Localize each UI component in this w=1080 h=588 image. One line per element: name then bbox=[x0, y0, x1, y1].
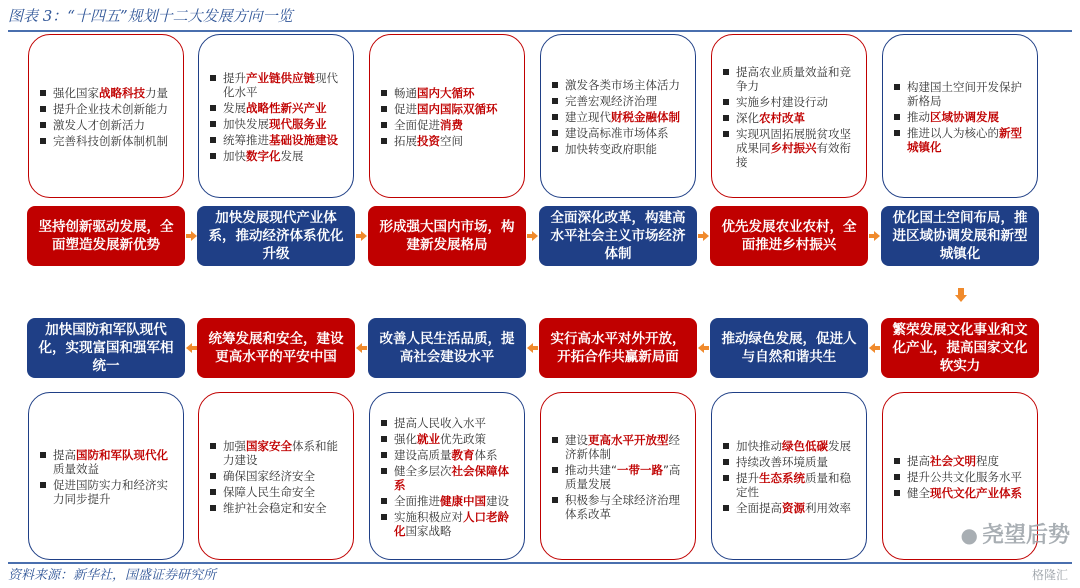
watermark-text: 尧望后势 bbox=[981, 523, 1070, 548]
bullet-item bbox=[394, 118, 498, 132]
bullet-text: 空间 bbox=[440, 134, 463, 148]
bullet-item bbox=[907, 126, 1029, 154]
bullet-text: 有效衔接 bbox=[736, 141, 851, 169]
bullet-text: 质量效益 bbox=[53, 462, 99, 476]
highlight-text: 战略性新兴产业 bbox=[246, 101, 327, 115]
highlight-text: 生态系统 bbox=[759, 471, 805, 485]
bullet-text: 促进国防实力和经济实力同步提升 bbox=[53, 478, 168, 506]
detail-card bbox=[540, 34, 696, 198]
flow-arrow-left-icon bbox=[869, 343, 875, 353]
bullet-text: 建设高质量 bbox=[394, 448, 452, 462]
highlight-text: 健康中国 bbox=[440, 494, 486, 508]
bullet-text: 体系和能力建设 bbox=[223, 439, 338, 467]
bullet-item bbox=[736, 439, 858, 453]
figure-title-bar bbox=[8, 4, 1072, 32]
source-note: 资料来源：新华社，国盛证券研究所 bbox=[8, 568, 217, 583]
bullet-item bbox=[223, 117, 345, 131]
highlight-text: 新型城镇化 bbox=[907, 126, 1022, 154]
bullet-text: ”高质量发展 bbox=[565, 463, 681, 491]
bullet-text: 利用效率 bbox=[805, 501, 851, 515]
bullet-item bbox=[736, 95, 858, 109]
bullet-item bbox=[907, 454, 1022, 468]
bullet-text: 加快推动 bbox=[736, 439, 782, 453]
highlight-text: 区域协调发展 bbox=[930, 110, 999, 124]
direction-box: 加快发展现代产业体系，推动经济体系优化升级 bbox=[197, 206, 355, 266]
detail-card bbox=[198, 34, 354, 198]
bullet-item bbox=[907, 110, 1029, 124]
highlight-text: 乡村振兴 bbox=[770, 141, 817, 155]
highlight-text: 数字化 bbox=[246, 149, 281, 163]
bullet-text: 加强 bbox=[223, 439, 246, 453]
detail-card bbox=[711, 34, 867, 198]
direction-box: 形成强大国内市场，构建新发展格局 bbox=[368, 206, 526, 266]
bullet-text: 加快 bbox=[223, 149, 246, 163]
highlight-text: 现代服务业 bbox=[269, 117, 327, 131]
bullet-text: 建设高标准市场体系 bbox=[565, 126, 669, 140]
bullet-item bbox=[565, 493, 687, 521]
bullet-item bbox=[907, 80, 1029, 108]
bullet-text: 提升企业技术创新能力 bbox=[53, 102, 168, 116]
figure-footer bbox=[8, 562, 1072, 586]
highlight-text: 绿色低碳 bbox=[782, 439, 828, 453]
bullet-item bbox=[53, 86, 168, 100]
bullet-text: 持续改善环境质量 bbox=[736, 455, 828, 469]
flow-arrow-left-icon bbox=[698, 343, 704, 353]
bullet-item bbox=[565, 142, 680, 156]
bullet-text: 质量和稳定性 bbox=[736, 471, 851, 499]
bullet-item bbox=[736, 471, 858, 499]
direction-box: 繁荣发展文化事业和文化产业，提高国家文化软实力 bbox=[881, 318, 1039, 378]
flow-arrow-left-icon bbox=[527, 343, 533, 353]
highlight-text: 社会保障体系 bbox=[394, 464, 509, 492]
bullet-text: 健全 bbox=[907, 486, 930, 500]
bullet-item bbox=[565, 110, 680, 124]
bullet-text: 优先政策 bbox=[440, 432, 486, 446]
direction-box: 实行高水平对外开放，开拓合作共赢新局面 bbox=[539, 318, 697, 378]
bullet-text: 确保国家经济安全 bbox=[223, 469, 315, 483]
bullet-item bbox=[223, 485, 345, 499]
bullet-text: 实施积极应对 bbox=[394, 510, 463, 524]
bullet-item bbox=[565, 463, 687, 491]
bullet-item bbox=[565, 433, 687, 461]
highlight-text: 国家安全 bbox=[246, 439, 292, 453]
direction-box: 统筹发展和安全，建设更高水平的平安中国 bbox=[197, 318, 355, 378]
bullet-text: 激发各类市场主体活力 bbox=[565, 78, 680, 92]
bullet-text: 提升 bbox=[736, 471, 759, 485]
bullet-text: 全面促进 bbox=[394, 118, 440, 132]
direction-box: 改善人民生活品质，提高社会建设水平 bbox=[368, 318, 526, 378]
highlight-text: 国防和军队现代化 bbox=[76, 448, 168, 462]
bullet-text: 保障人民生命安全 bbox=[223, 485, 315, 499]
bullet-list bbox=[209, 439, 345, 517]
bullet-item bbox=[223, 71, 345, 99]
bullet-text: 完善科技创新体制机制 bbox=[53, 134, 168, 148]
flow-arrow-left-icon bbox=[186, 343, 192, 353]
flow-arrow-right-icon bbox=[361, 231, 367, 241]
bullet-item bbox=[394, 134, 498, 148]
bullet-item bbox=[223, 133, 345, 147]
wechat-icon: ● bbox=[960, 523, 978, 547]
bullet-item bbox=[53, 134, 168, 148]
bullet-item bbox=[394, 416, 516, 430]
bullet-text: 发展 bbox=[828, 439, 851, 453]
bullet-text: 加快转变政府职能 bbox=[565, 142, 657, 156]
bullet-text: 发展 bbox=[223, 101, 246, 115]
bullet-text: 畅通 bbox=[394, 86, 417, 100]
highlight-text: 消费 bbox=[440, 118, 463, 132]
bullet-list bbox=[551, 78, 680, 158]
flow-arrow-right-icon bbox=[703, 231, 709, 241]
bullet-text: 完善宏观经济治理 bbox=[565, 94, 657, 108]
bullet-item bbox=[394, 86, 498, 100]
direction-box: 优先发展农业农村，全面推进乡村振兴 bbox=[710, 206, 868, 266]
bullet-item bbox=[736, 65, 858, 93]
bullet-text: 提高 bbox=[907, 454, 930, 468]
bullet-item bbox=[565, 126, 680, 140]
bullet-item bbox=[565, 78, 680, 92]
bullet-text: 提高农业质量效益和竞争力 bbox=[736, 65, 851, 93]
bullet-item bbox=[736, 111, 858, 125]
flow-arrow-down-icon bbox=[955, 295, 967, 302]
bullet-text: 发展 bbox=[280, 149, 304, 163]
bullet-list bbox=[722, 65, 858, 171]
bullet-text: 推动 bbox=[907, 110, 930, 124]
bullet-text: 推进以人为核心的 bbox=[907, 126, 999, 140]
bullet-text: 促进 bbox=[394, 102, 417, 116]
bullet-item bbox=[565, 94, 680, 108]
bullet-text: 实施乡村建设行动 bbox=[736, 95, 828, 109]
bullet-item bbox=[223, 501, 345, 515]
detail-card bbox=[369, 34, 525, 198]
bullet-text: 拓展 bbox=[394, 134, 417, 148]
bullet-item bbox=[53, 448, 175, 476]
bullet-text: 提升公共文化服务水平 bbox=[907, 470, 1022, 484]
bullet-text: 建设 bbox=[565, 433, 588, 447]
bullet-text: 经济新体制 bbox=[565, 433, 680, 461]
bullet-list bbox=[551, 433, 687, 523]
bullet-text: 强化 bbox=[394, 432, 417, 446]
bullet-item bbox=[53, 118, 168, 132]
bullet-text: 统筹推进 bbox=[223, 133, 269, 147]
bullet-item bbox=[394, 448, 516, 462]
bullet-text: 实现巩固拓展脱贫攻坚成果同 bbox=[736, 127, 851, 155]
flow-arrow-right-icon bbox=[874, 231, 880, 241]
bullet-item bbox=[394, 494, 516, 508]
highlight-text: 战略科技 bbox=[99, 86, 145, 100]
bullet-text: 程度 bbox=[976, 454, 999, 468]
highlight-text: 现代文化产业体系 bbox=[930, 486, 1022, 500]
bullet-list bbox=[380, 416, 516, 540]
bullet-text: 力量 bbox=[145, 86, 168, 100]
highlight-text: 资源 bbox=[782, 501, 805, 515]
bullet-text: 全面推进 bbox=[394, 494, 440, 508]
bullet-text: 构建国土空间开发保护新格局 bbox=[907, 80, 1022, 108]
detail-card bbox=[882, 34, 1038, 198]
bullet-text: 国家战略 bbox=[405, 524, 452, 538]
bullet-list bbox=[39, 86, 168, 150]
bullet-item bbox=[394, 102, 498, 116]
bullet-item bbox=[907, 470, 1022, 484]
direction-box: 坚持创新驱动发展，全面塑造发展新优势 bbox=[27, 206, 185, 266]
highlight-text: 产业链供应链 bbox=[246, 71, 315, 85]
bullet-text: 提高人民收入水平 bbox=[394, 416, 486, 430]
flow-arrow-left-icon bbox=[356, 343, 362, 353]
bullet-item bbox=[53, 478, 175, 506]
bullet-item bbox=[736, 455, 858, 469]
bullet-text: 建立现代 bbox=[565, 110, 611, 124]
bullet-text: 积极参与全球经济治理体系改革 bbox=[565, 493, 680, 521]
highlight-text: 更高水平开放型 bbox=[588, 433, 669, 447]
bullet-item bbox=[394, 510, 516, 538]
highlight-text: 国内国际双循环 bbox=[417, 102, 498, 116]
bullet-list bbox=[893, 454, 1022, 502]
highlight-text: 投资 bbox=[417, 134, 440, 148]
highlight-text: 人口老龄化 bbox=[394, 510, 509, 538]
bullet-text: 体系 bbox=[474, 448, 498, 462]
flow-arrow-right-icon bbox=[191, 231, 197, 241]
bullet-text: 加快发展 bbox=[223, 117, 269, 131]
bullet-item bbox=[223, 439, 345, 467]
detail-card bbox=[198, 392, 354, 560]
detail-card bbox=[28, 392, 184, 560]
detail-card bbox=[28, 34, 184, 198]
bullet-text: 推动共建“ bbox=[565, 463, 617, 477]
detail-card bbox=[540, 392, 696, 560]
watermark bbox=[961, 518, 1070, 549]
detail-card bbox=[369, 392, 525, 560]
bullet-item bbox=[223, 149, 345, 163]
bullet-text: 全面提高 bbox=[736, 501, 782, 515]
highlight-text: 就业 bbox=[417, 432, 440, 446]
direction-box: 推动绿色发展，促进人与自然和谐共生 bbox=[710, 318, 868, 378]
highlight-text: 农村改革 bbox=[759, 111, 805, 125]
bullet-item bbox=[53, 102, 168, 116]
highlight-text: 财税金融体制 bbox=[611, 110, 680, 124]
highlight-text: 教育 bbox=[451, 448, 475, 462]
flow-arrow-right-icon bbox=[532, 231, 538, 241]
bullet-item bbox=[223, 101, 345, 115]
watermark-small-text: 格隆汇 bbox=[1031, 568, 1068, 582]
highlight-text: 基础设施建设 bbox=[269, 133, 338, 147]
bullet-item bbox=[223, 469, 345, 483]
bullet-text: 激发人才创新活力 bbox=[53, 118, 145, 132]
bullet-text: 提升 bbox=[223, 71, 246, 85]
bullet-list bbox=[380, 86, 498, 150]
bullet-list bbox=[893, 80, 1029, 156]
bullet-item bbox=[394, 432, 516, 446]
direction-box: 加快国防和军队现代化，实现富国和强军相统一 bbox=[27, 318, 185, 378]
bullet-list bbox=[209, 71, 345, 165]
highlight-text: 国内大循环 bbox=[417, 86, 475, 100]
bullet-item bbox=[736, 501, 858, 515]
direction-box: 优化国土空间布局，推进区域协调发展和新型城镇化 bbox=[881, 206, 1039, 266]
highlight-text: 一带一路 bbox=[616, 463, 663, 477]
detail-card bbox=[711, 392, 867, 560]
bullet-item bbox=[736, 127, 858, 169]
bullet-text: 建设 bbox=[486, 494, 509, 508]
bullet-text: 强化国家 bbox=[53, 86, 99, 100]
highlight-text: 社会文明 bbox=[930, 454, 976, 468]
bullet-text: 维护社会稳定和安全 bbox=[223, 501, 327, 515]
bullet-text: 提高 bbox=[53, 448, 76, 462]
bullet-item bbox=[394, 464, 516, 492]
bullet-list bbox=[39, 448, 175, 508]
bullet-list bbox=[722, 439, 858, 517]
direction-box: 全面深化改革，构建高水平社会主义市场经济体制 bbox=[539, 206, 697, 266]
bullet-text: 现代化水平 bbox=[223, 71, 338, 99]
figure-title: 图表 3：“十四五”规划十二大发展方向一览 bbox=[8, 7, 293, 25]
bullet-text: 健全多层次 bbox=[394, 464, 452, 478]
bullet-item bbox=[907, 486, 1022, 500]
bullet-text: 深化 bbox=[736, 111, 759, 125]
